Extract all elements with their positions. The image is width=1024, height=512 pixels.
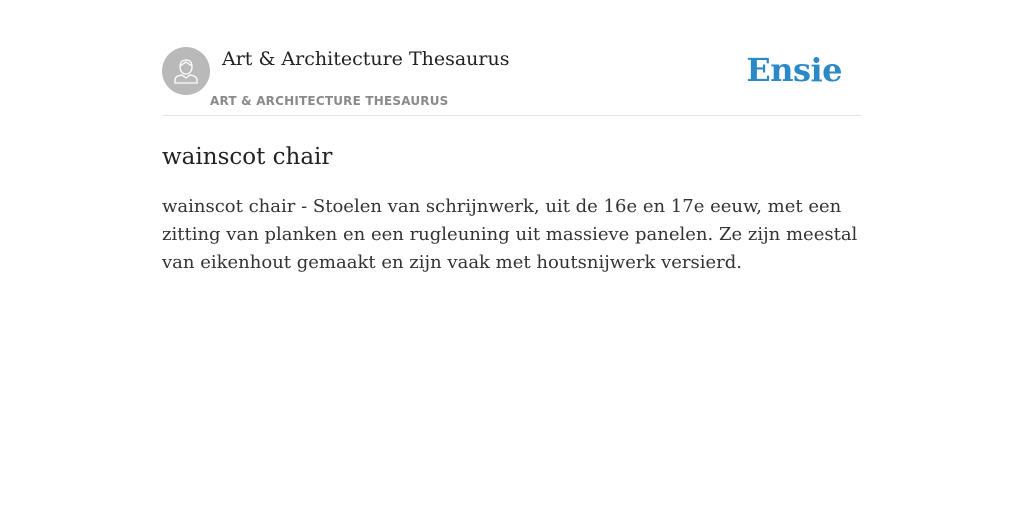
user-icon	[171, 56, 201, 86]
ensie-logo[interactable]: Ensie	[746, 51, 842, 89]
author-name-link[interactable]: Art & Architecture Thesaurus	[222, 48, 510, 70]
article-header	[162, 47, 862, 116]
article-body: wainscot chair - Stoelen van schrijnwerk, uit de 16e en 17e eeuw, met een zitting van planken en een rugleuning uit massieve panelen. Ze zijn meestal van eikenhout gemaakt en zijn vaak met houtsnijwerk versierd.	[162, 196, 858, 273]
author-avatar[interactable]	[162, 47, 210, 95]
author-source-label: ART & ARCHITECTURE THESAURUS	[210, 94, 449, 108]
article-title: wainscot chair	[162, 144, 333, 170]
page-container	[162, 0, 862, 277]
